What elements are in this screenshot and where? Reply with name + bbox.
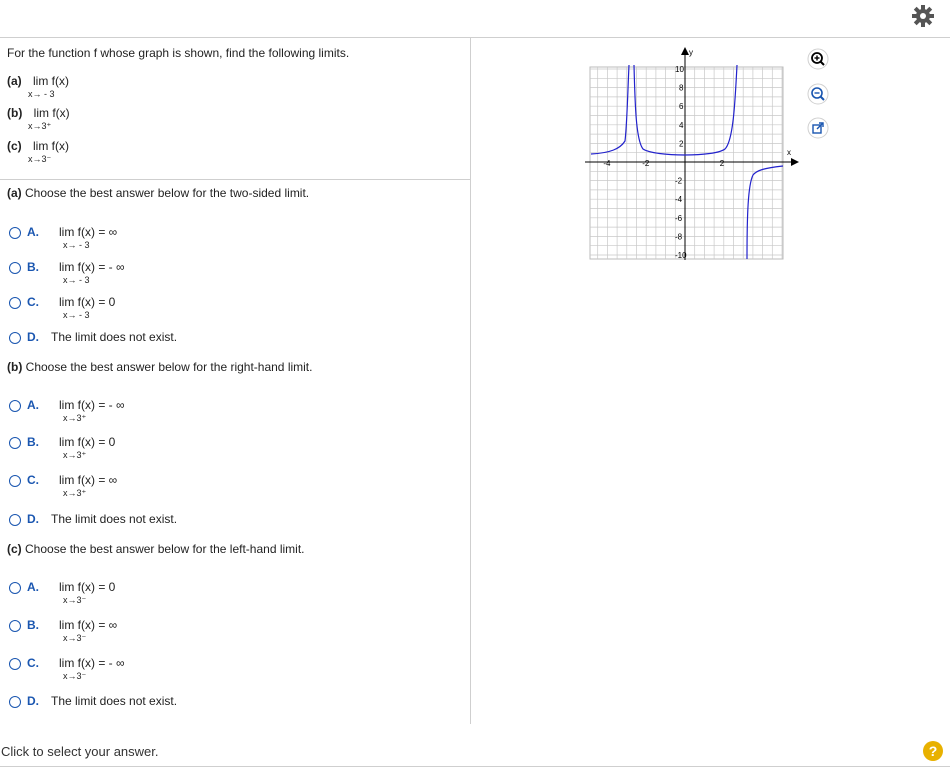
radio-button[interactable] bbox=[9, 696, 21, 708]
option-sub: x→3⁺ bbox=[63, 488, 87, 498]
option-b-D[interactable] bbox=[7, 512, 407, 542]
option-letter: D. bbox=[27, 330, 39, 344]
radio-button[interactable] bbox=[9, 475, 21, 487]
option-letter: A. bbox=[27, 398, 39, 412]
section-b-heading bbox=[7, 360, 312, 374]
option-text: The limit does not exist. bbox=[51, 330, 178, 344]
section-b-heading-text: Choose the best answer below for the right-hand limit. bbox=[22, 360, 313, 374]
section-a-heading-text: Choose the best answer below for the two-sided limit. bbox=[21, 186, 310, 200]
help-button[interactable]: ? bbox=[923, 741, 943, 761]
part-a-expr: lim f(x) bbox=[33, 74, 70, 88]
option-text: The limit does not exist. bbox=[51, 512, 178, 526]
function-graph bbox=[585, 45, 805, 265]
zoom-in-icon[interactable] bbox=[807, 48, 829, 70]
x-tick-label: -2 bbox=[642, 159, 650, 168]
x-tick-label: -4 bbox=[603, 159, 611, 168]
option-sub: x→3⁻ bbox=[63, 595, 87, 605]
option-letter: C. bbox=[27, 473, 39, 487]
option-b-B[interactable] bbox=[7, 435, 407, 465]
option-c-D[interactable] bbox=[7, 694, 407, 724]
option-expr: lim f(x) = 0 bbox=[59, 295, 116, 309]
y-tick-label: 10 bbox=[675, 65, 684, 74]
radio-button[interactable] bbox=[9, 332, 21, 344]
y-tick-label: 8 bbox=[679, 83, 684, 93]
option-sub: x→ - 3 bbox=[63, 275, 90, 285]
section-a-heading bbox=[7, 186, 309, 200]
option-expr: lim f(x) = ∞ bbox=[59, 618, 118, 632]
part-c bbox=[7, 139, 70, 164]
radio-button[interactable] bbox=[9, 658, 21, 670]
part-a bbox=[7, 74, 70, 99]
y-tick-label: -6 bbox=[675, 213, 683, 223]
bottom-divider bbox=[0, 766, 950, 767]
option-b-C[interactable] bbox=[7, 473, 407, 503]
status-text: Click to select your answer. bbox=[1, 744, 159, 759]
question-panel bbox=[0, 38, 471, 724]
y-tick-label: 2 bbox=[679, 139, 684, 149]
y-tick-label: -2 bbox=[675, 176, 683, 186]
option-a-B[interactable] bbox=[7, 260, 407, 290]
part-b-expr: lim f(x) bbox=[33, 106, 70, 120]
part-b bbox=[7, 106, 70, 131]
radio-button[interactable] bbox=[9, 400, 21, 412]
option-letter: B. bbox=[27, 435, 39, 449]
question-divider bbox=[0, 179, 470, 180]
option-sub: x→3⁻ bbox=[63, 633, 87, 643]
option-letter: B. bbox=[27, 260, 39, 274]
part-c-sub: x→3⁻ bbox=[28, 154, 52, 164]
radio-button[interactable] bbox=[9, 582, 21, 594]
option-expr: lim f(x) = 0 bbox=[59, 435, 116, 449]
x-axis-arrow-icon bbox=[791, 158, 799, 166]
y-tick-label: -10 bbox=[675, 251, 687, 260]
curve-right-branch bbox=[747, 166, 783, 259]
part-c-label: (c) bbox=[7, 139, 22, 153]
option-letter: B. bbox=[27, 618, 39, 632]
option-expr: lim f(x) = ∞ bbox=[59, 225, 118, 239]
option-expr: lim f(x) = ∞ bbox=[59, 473, 118, 487]
option-sub: x→3⁺ bbox=[63, 413, 87, 423]
x-axis-label: x bbox=[787, 148, 791, 157]
option-a-A[interactable] bbox=[7, 225, 407, 255]
option-sub: x→3⁻ bbox=[63, 671, 87, 681]
option-letter: D. bbox=[27, 512, 39, 526]
option-expr: lim f(x) = - ∞ bbox=[59, 398, 125, 412]
y-axis-label: y bbox=[689, 48, 693, 57]
option-expr: lim f(x) = - ∞ bbox=[59, 260, 125, 274]
option-expr: lim f(x) = - ∞ bbox=[59, 656, 125, 670]
option-b-A[interactable] bbox=[7, 398, 407, 428]
y-tick-label: -8 bbox=[675, 232, 683, 242]
section-c-heading bbox=[7, 542, 305, 556]
radio-button[interactable] bbox=[9, 297, 21, 309]
option-letter: A. bbox=[27, 580, 39, 594]
y-tick-label: 4 bbox=[679, 120, 684, 130]
section-a-heading-label: (a) bbox=[7, 186, 22, 200]
settings-gear-icon[interactable] bbox=[910, 3, 936, 29]
option-sub: x→ - 3 bbox=[63, 310, 90, 320]
option-sub: x→ - 3 bbox=[63, 240, 90, 250]
y-axis-arrow-icon bbox=[681, 47, 689, 55]
radio-button[interactable] bbox=[9, 620, 21, 632]
x-tick-label: 2 bbox=[719, 159, 725, 168]
option-a-C[interactable] bbox=[7, 295, 407, 325]
radio-button[interactable] bbox=[9, 514, 21, 526]
zoom-out-icon[interactable] bbox=[807, 83, 829, 105]
option-c-C[interactable] bbox=[7, 656, 407, 686]
option-letter: A. bbox=[27, 225, 39, 239]
radio-button[interactable] bbox=[9, 437, 21, 449]
open-external-icon[interactable] bbox=[807, 117, 829, 139]
radio-button[interactable] bbox=[9, 262, 21, 274]
option-text: The limit does not exist. bbox=[51, 694, 178, 708]
part-c-expr: lim f(x) bbox=[33, 139, 70, 153]
part-a-sub: x→ - 3 bbox=[28, 89, 55, 99]
section-b-heading-label: (b) bbox=[7, 360, 23, 374]
graph-grid bbox=[590, 67, 783, 259]
option-letter: D. bbox=[27, 694, 39, 708]
question-prompt: For the function f whose graph is shown, find the following limits. bbox=[7, 46, 350, 60]
y-tick-label: -4 bbox=[675, 195, 683, 205]
y-tick-label: 6 bbox=[679, 102, 684, 112]
option-c-A[interactable] bbox=[7, 580, 407, 610]
option-c-B[interactable] bbox=[7, 618, 407, 648]
part-a-label: (a) bbox=[7, 74, 22, 88]
part-b-sub: x→3⁺ bbox=[28, 121, 52, 131]
option-sub: x→3⁺ bbox=[63, 450, 87, 460]
option-letter: C. bbox=[27, 295, 39, 309]
section-c-heading-text: Choose the best answer below for the left-hand limit. bbox=[21, 542, 305, 556]
option-letter: C. bbox=[27, 656, 39, 670]
option-a-D[interactable] bbox=[7, 330, 407, 360]
radio-button[interactable] bbox=[9, 227, 21, 239]
section-c-heading-label: (c) bbox=[7, 542, 22, 556]
part-b-label: (b) bbox=[7, 106, 23, 120]
option-expr: lim f(x) = 0 bbox=[59, 580, 116, 594]
